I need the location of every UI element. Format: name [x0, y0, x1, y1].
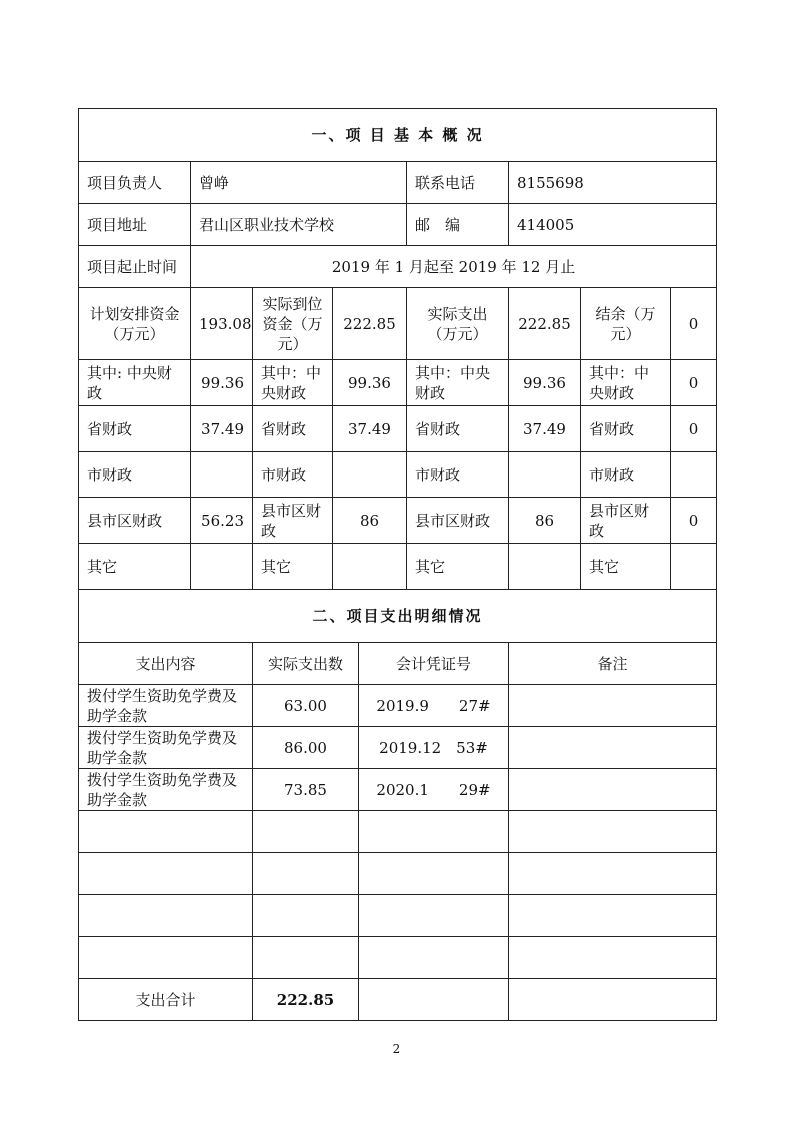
empty-cell	[509, 811, 717, 853]
empty-row	[79, 811, 717, 853]
empty-row	[79, 937, 717, 979]
detail-voucher: 2020.1 29#	[359, 769, 509, 811]
total-row	[79, 979, 717, 1021]
received-label: 实际到位资金（万元）	[253, 288, 333, 360]
table-row	[79, 685, 717, 727]
funds-value: 37.49	[191, 406, 253, 452]
funds-value	[509, 452, 581, 498]
detail-amount: 73.85	[253, 769, 359, 811]
total-label: 支出合计	[79, 979, 253, 1021]
balance-label: 结余（万元）	[581, 288, 671, 360]
funds-label: 其它	[253, 544, 333, 590]
details-header-row	[79, 643, 717, 685]
funds-row-other	[79, 544, 717, 590]
detail-amount: 63.00	[253, 685, 359, 727]
funds-value: 56.23	[191, 498, 253, 544]
empty-cell	[253, 853, 359, 895]
detail-content: 拨付学生资助免学费及助学金款	[79, 685, 253, 727]
detail-note	[509, 769, 717, 811]
funds-row-province	[79, 406, 717, 452]
column-header: 支出内容	[79, 643, 253, 685]
funds-label: 省财政	[407, 406, 509, 452]
funds-value	[333, 452, 407, 498]
funds-label: 其它	[581, 544, 671, 590]
planned-label: 计划安排资金（万元）	[79, 288, 191, 360]
received-value: 222.85	[333, 288, 407, 360]
funds-value: 86	[509, 498, 581, 544]
person-label: 项目负责人	[79, 162, 191, 204]
funds-value: 0	[671, 498, 717, 544]
empty-cell	[509, 979, 717, 1021]
funds-label: 其它	[407, 544, 509, 590]
funds-label: 其它	[79, 544, 191, 590]
empty-cell	[359, 811, 509, 853]
period-label: 项目起止时间	[79, 246, 191, 288]
empty-cell	[79, 853, 253, 895]
empty-cell	[359, 895, 509, 937]
address-label: 项目地址	[79, 204, 191, 246]
funds-label: 其中: 中央财政	[79, 360, 191, 406]
empty-row	[79, 853, 717, 895]
funds-value	[191, 452, 253, 498]
empty-cell	[253, 811, 359, 853]
detail-note	[509, 685, 717, 727]
empty-cell	[359, 979, 509, 1021]
funds-label: 市财政	[253, 452, 333, 498]
column-header: 会计凭证号	[359, 643, 509, 685]
phone-value: 8155698	[509, 162, 717, 204]
funds-label: 其中：中央财政	[407, 360, 509, 406]
balance-value: 0	[671, 288, 717, 360]
empty-cell	[509, 937, 717, 979]
funds-value: 37.49	[333, 406, 407, 452]
funds-value	[333, 544, 407, 590]
address-value: 君山区职业技术学校	[191, 204, 407, 246]
empty-row	[79, 895, 717, 937]
empty-cell	[509, 853, 717, 895]
funds-label: 省财政	[581, 406, 671, 452]
funds-value	[509, 544, 581, 590]
empty-cell	[79, 937, 253, 979]
funds-row-county	[79, 498, 717, 544]
column-header: 实际支出数	[253, 643, 359, 685]
planned-value: 193.08	[191, 288, 253, 360]
empty-cell	[253, 937, 359, 979]
funds-value	[671, 452, 717, 498]
funds-value: 0	[671, 406, 717, 452]
detail-voucher: 2019.12 53#	[359, 727, 509, 769]
detail-amount: 86.00	[253, 727, 359, 769]
period-value: 2019 年 1 月起至 2019 年 12 月止	[191, 246, 717, 288]
empty-cell	[509, 895, 717, 937]
funds-value	[671, 544, 717, 590]
person-value: 曾峥	[191, 162, 407, 204]
detail-content: 拨付学生资助免学费及助学金款	[79, 727, 253, 769]
funds-label: 县市区财政	[407, 498, 509, 544]
empty-cell	[359, 853, 509, 895]
empty-cell	[253, 895, 359, 937]
funds-label: 县市区财政	[79, 498, 191, 544]
empty-cell	[79, 895, 253, 937]
spent-label: 实际支出（万元）	[407, 288, 509, 360]
empty-cell	[359, 937, 509, 979]
funds-label: 市财政	[581, 452, 671, 498]
page-number: 2	[392, 1042, 401, 1056]
phone-label: 联系电话	[407, 162, 509, 204]
funds-label: 省财政	[253, 406, 333, 452]
funds-label: 其中：中央财政	[253, 360, 333, 406]
section-title-details: 二、项目支出明细情况	[79, 590, 717, 643]
funds-value: 0	[671, 360, 717, 406]
column-header: 备注	[509, 643, 717, 685]
funds-label: 其中：中央财政	[581, 360, 671, 406]
funds-label: 县市区财政	[581, 498, 671, 544]
detail-content: 拨付学生资助免学费及助学金款	[79, 769, 253, 811]
zip-label: 邮 编	[407, 204, 509, 246]
funds-label: 省财政	[79, 406, 191, 452]
funds-value	[191, 544, 253, 590]
empty-cell	[79, 811, 253, 853]
funds-label: 市财政	[407, 452, 509, 498]
project-form-table	[78, 108, 717, 1021]
table-row	[79, 727, 717, 769]
total-value: 222.85	[253, 979, 359, 1021]
funds-value: 99.36	[191, 360, 253, 406]
zip-value: 414005	[509, 204, 717, 246]
funds-label: 市财政	[79, 452, 191, 498]
funds-label: 县市区财政	[253, 498, 333, 544]
table-row	[79, 769, 717, 811]
section-title-basic: 一、项 目 基 本 概 况	[79, 109, 717, 162]
funds-value: 99.36	[333, 360, 407, 406]
detail-voucher: 2019.9 27#	[359, 685, 509, 727]
funds-value: 99.36	[509, 360, 581, 406]
funds-row-city	[79, 452, 717, 498]
spent-value: 222.85	[509, 288, 581, 360]
funds-value: 37.49	[509, 406, 581, 452]
detail-note	[509, 727, 717, 769]
funds-row-central	[79, 360, 717, 406]
funds-value: 86	[333, 498, 407, 544]
